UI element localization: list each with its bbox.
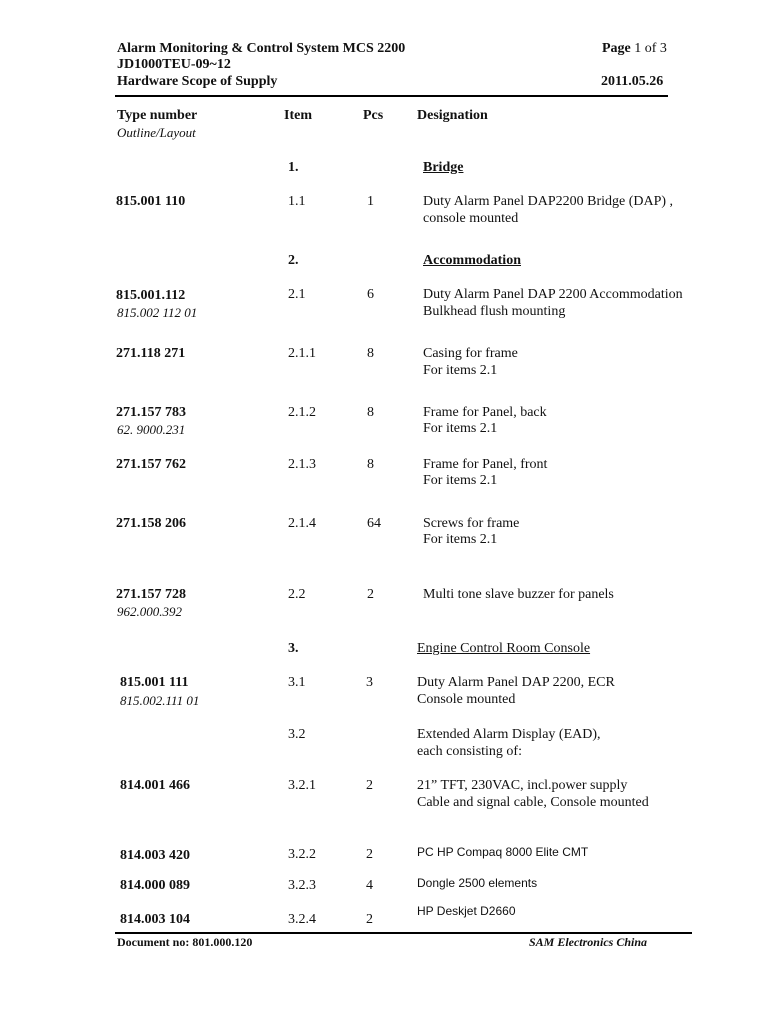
type-number: 271.157 783: [116, 405, 186, 420]
item-number: 2.1.3: [288, 457, 316, 472]
company-name: SAM Electronics China: [528, 935, 647, 949]
item-number: 2.1: [288, 287, 306, 302]
designation-line-1: Frame for Panel, back: [423, 405, 547, 420]
document-subtitle: Hardware Scope of Supply: [117, 74, 278, 89]
section-1-title: Bridge: [423, 160, 464, 175]
column-type-number: Type number: [117, 108, 198, 123]
outline-number: 815.002 112 01: [117, 305, 198, 320]
designation-line-1: Screws for frame: [423, 516, 520, 531]
item-number: 3.2: [288, 727, 306, 742]
designation-line-2: Cable and signal cable, Console mounted: [417, 795, 649, 810]
piece-count: 3: [366, 675, 373, 690]
outline-number: 962.000.392: [117, 604, 182, 619]
designation-line-1: Duty Alarm Panel DAP2200 Bridge (DAP) ,: [423, 194, 674, 209]
type-number: 814.000 089: [120, 878, 190, 893]
designation-line-1: Casing for frame: [423, 346, 518, 361]
column-pcs: Pcs: [363, 108, 384, 123]
page-count: 1 of 3: [634, 41, 667, 56]
piece-count: 8: [367, 346, 374, 361]
type-number: 815.001.112: [116, 288, 186, 303]
designation-line-1: HP Deskjet D2660: [417, 904, 516, 918]
item-number: 1.1: [288, 194, 306, 209]
type-number: 271.157 762: [116, 457, 186, 472]
designation-line-2: Bulkhead flush mounting: [423, 304, 566, 319]
outline-number: 815.002.111 01: [120, 693, 200, 708]
item-number: 2.2: [288, 587, 306, 602]
page-number: [602, 40, 667, 57]
header-rule: [115, 95, 668, 97]
type-number: 815.001 110: [116, 194, 186, 209]
designation-line-1: Extended Alarm Display (EAD),: [417, 727, 601, 742]
designation-line-2: Console mounted: [417, 692, 516, 707]
designation-line-1: Dongle 2500 elements: [417, 876, 538, 890]
designation-line-2: For items 2.1: [423, 532, 498, 547]
type-number: 271.118 271: [116, 346, 186, 361]
section-1-number: 1.: [288, 160, 299, 175]
footer-rule: [115, 932, 692, 934]
designation-line-2: For items 2.1: [423, 473, 498, 488]
section-2-number: 2.: [288, 253, 299, 268]
page-label: Page: [602, 41, 631, 56]
document-title: Alarm Monitoring & Control System MCS 2200: [117, 41, 406, 56]
piece-count: 6: [367, 287, 374, 302]
piece-count: 1: [367, 194, 374, 209]
piece-count: 2: [367, 587, 374, 602]
project-code: JD1000TEU-09~12: [117, 57, 231, 72]
piece-count: 8: [367, 405, 374, 420]
designation-line-2: For items 2.1: [423, 421, 498, 436]
item-number: 3.1: [288, 675, 306, 690]
item-number: 3.2.1: [288, 778, 316, 793]
column-item: Item: [284, 108, 312, 123]
piece-count: 4: [366, 878, 373, 893]
piece-count: 8: [367, 457, 374, 472]
outline-number: 62. 9000.231: [117, 422, 186, 437]
designation-line-2: each consisting of:: [417, 744, 522, 759]
designation-line-1: Duty Alarm Panel DAP 2200 Accommodation: [423, 287, 683, 302]
item-number: 3.2.2: [288, 847, 316, 862]
section-3-title: Engine Control Room Console: [417, 641, 591, 656]
designation-line-2: console mounted: [423, 211, 519, 226]
piece-count: 64: [367, 516, 381, 531]
type-number: 814.001 466: [120, 778, 190, 793]
piece-count: 2: [366, 912, 373, 927]
type-number: 815.001 111: [120, 675, 189, 690]
piece-count: 2: [366, 847, 373, 862]
column-designation: Designation: [417, 108, 488, 123]
piece-count: 2: [366, 778, 373, 793]
item-number: 3.2.4: [288, 912, 316, 927]
type-number: 814.003 104: [120, 912, 190, 927]
designation-line-2: For items 2.1: [423, 363, 498, 378]
type-number: 271.158 206: [116, 516, 186, 531]
column-outline: Outline/Layout: [117, 125, 196, 140]
type-number: 814.003 420: [120, 848, 190, 863]
designation-line-1: PC HP Compaq 8000 Elite CMT: [417, 845, 589, 859]
designation-line-1: Multi tone slave buzzer for panels: [423, 587, 614, 602]
section-2-title: Accommodation: [423, 253, 521, 268]
item-number: 2.1.2: [288, 405, 316, 420]
designation-line-1: 21” TFT, 230VAC, incl.power supply: [417, 778, 628, 793]
document-number: Document no: 801.000.120: [117, 935, 253, 949]
item-number: 2.1.4: [288, 516, 316, 531]
item-number: 2.1.1: [288, 346, 316, 361]
designation-line-1: Duty Alarm Panel DAP 2200, ECR: [417, 675, 615, 690]
section-3-number: 3.: [288, 641, 299, 656]
designation-line-1: Frame for Panel, front: [423, 457, 548, 472]
type-number: 271.157 728: [116, 587, 186, 602]
document-date: 2011.05.26: [601, 74, 664, 89]
item-number: 3.2.3: [288, 878, 316, 893]
